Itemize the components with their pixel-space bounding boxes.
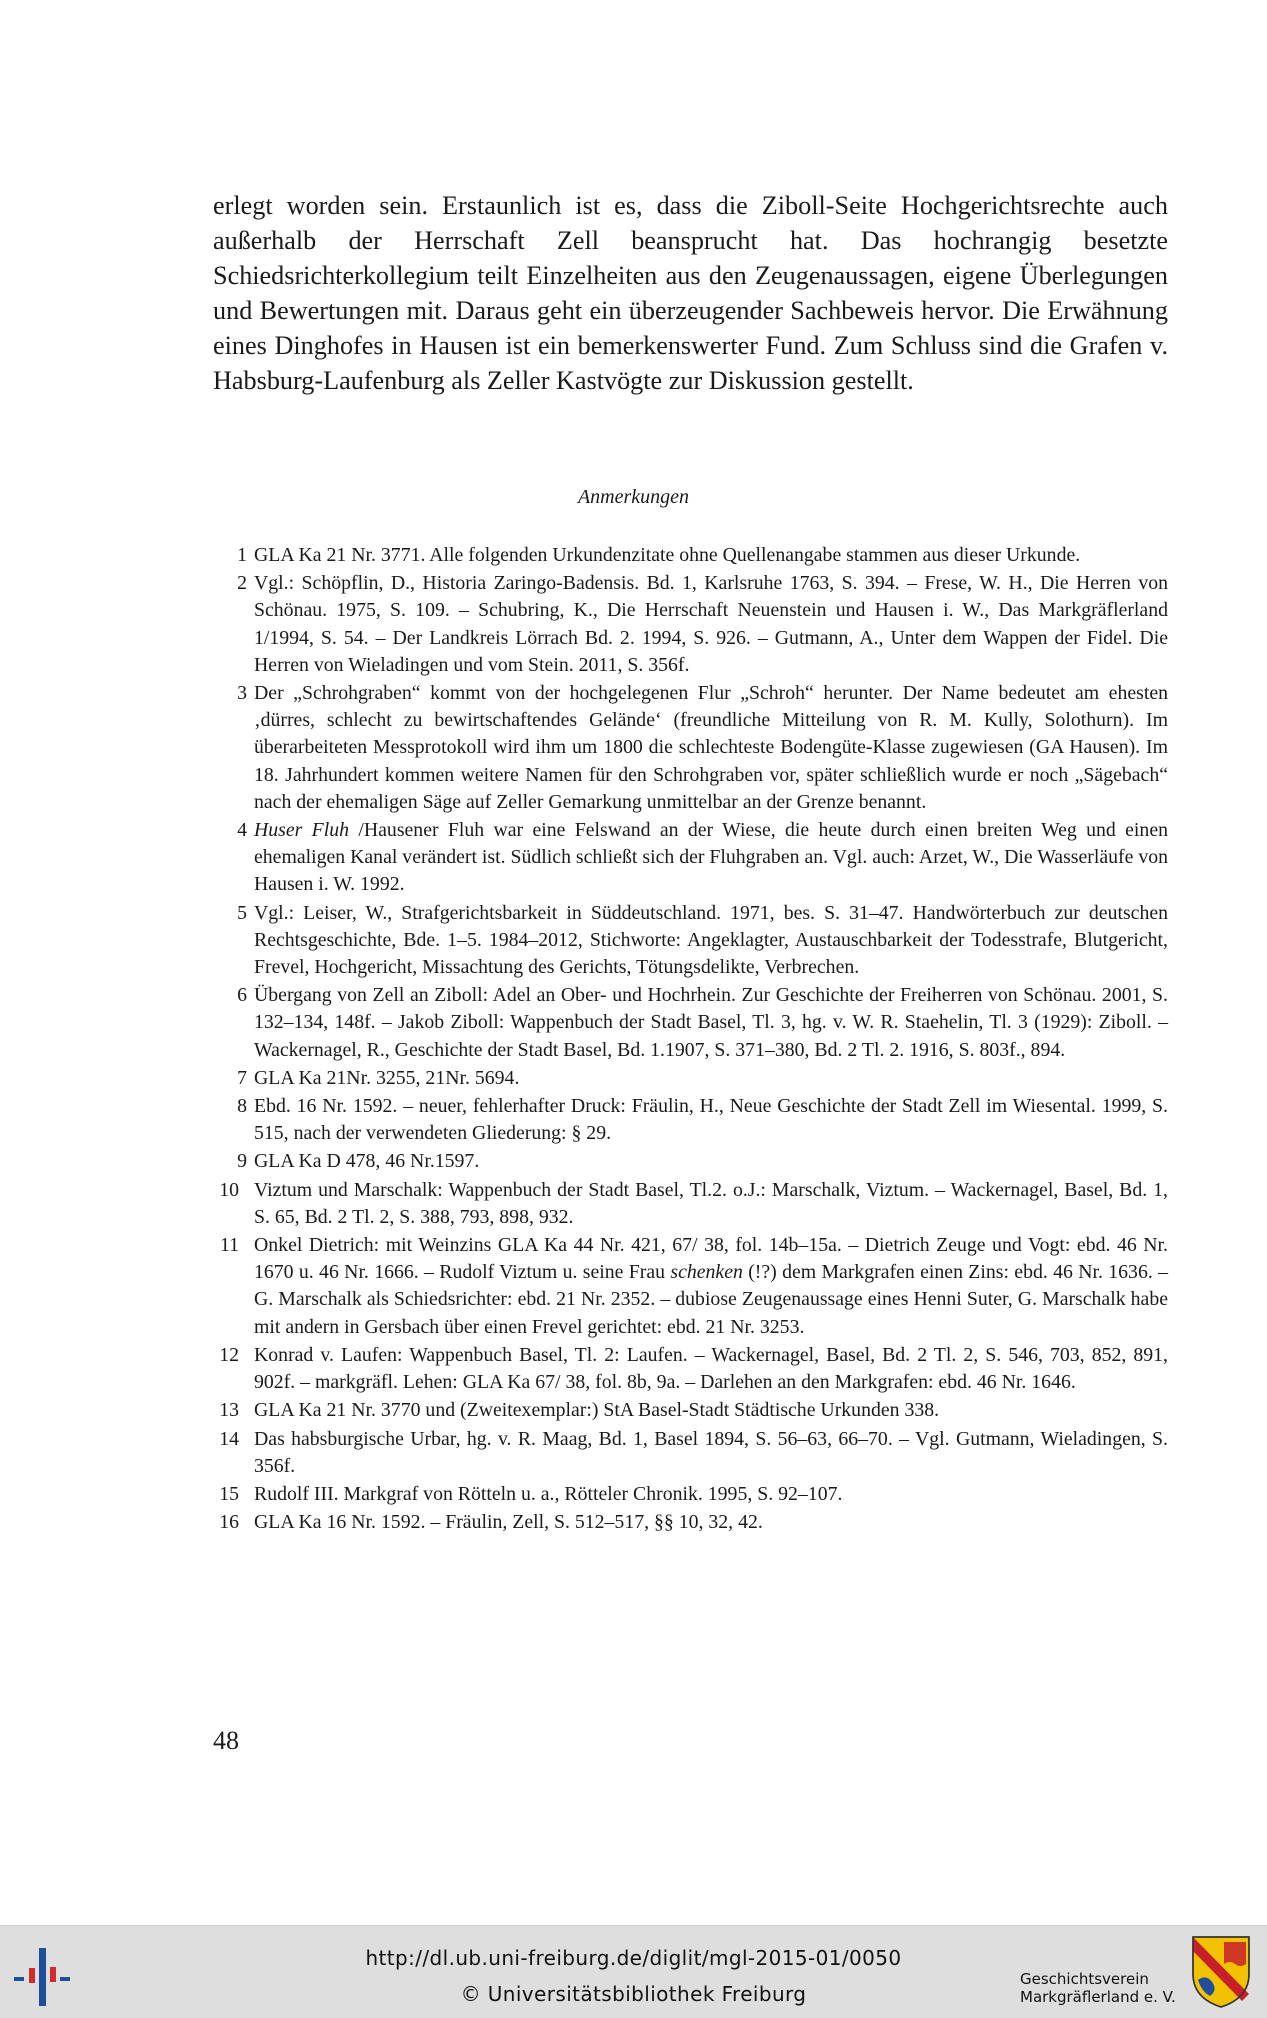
footnote-text: GLA Ka D 478, 46 Nr.1597. [254, 1150, 480, 1173]
footnote-item [213, 817, 1168, 899]
footnote-text: Vgl.: Schöpflin, D., Historia Zaringo-Badensis. Bd. 1, Karlsruhe 1763, S. 394. – Frese, W. H., Die Herren von Schönau. 1975, S. 109. – Schubring, K., Die Herrschaft Neuenstein und Hausen i. W., Das Markgräflerland 1/1994, S. 54. – Der Landkreis Lörrach Bd. 2. 1994, S. 926. – Gutmann, A., Unter dem Wappen der Fidel. Die Herren von Wieladingen und vom Stein. 2011, S. 356f. [254, 572, 1168, 676]
footnote-text: GLA Ka 21 Nr. 3770 und (Zweitexemplar:) StA Basel-Stadt Städtische Urkunden 338. [254, 1399, 940, 1422]
footer-bar [0, 1925, 1267, 2018]
footnote-text: /Hausener Fluh war eine Felswand an der Wiese, die heute durch einen breiten Weg und einen ehemaligen Kanal verändert ist. Südlich schließt sich der Fluhgraben an. Vgl. auch: Arzet, W., Die Wasserläufe von Hausen i. W. 1992. [254, 819, 1168, 896]
digital-library-link[interactable]: http://dl.ub.uni-freiburg.de/diglit/mgl-2015-01/0050 [365, 1946, 902, 1970]
footnote-number: 10 [219, 1178, 239, 1201]
footnote-item [213, 1342, 1168, 1396]
footnote-text: Konrad v. Laufen: Wappenbuch Basel, Tl. 2: Laufen. – Wackernagel, Basel, Bd. 2 Tl. 2, S. 546, 703, 852, 891, 902f. – markgräfl. Lehen: GLA Ka 67/ 38, fol. 8b, 9a. – Darlehen an den Markgrafen: ebd. 46 Nr. 1646. [254, 1343, 1168, 1394]
footnote-number: 4 [237, 819, 247, 842]
footnote-text: Ebd. 16 Nr. 1592. – neuer, fehlerhafter Druck: Fräulin, H., Neue Geschichte der Stadt Zell im Wiesental. 1999, S. 515, nach der verwendeten Gliederung: § 29. [254, 1095, 1168, 1145]
footnote-text: GLA Ka 21 Nr. 3771. Alle folgenden Urkundenzitate ohne Quellenangabe stammen aus dieser Urkunde. [254, 544, 1081, 566]
footnote-text: Der „Schrohgraben“ kommt von der hochgelegenen Flur „Schroh“ herunter. Der Name bedeutet am ehesten ‚dürres, schlecht zu bewirtschaftendes Gelände‘ (freundliche Mitteilung von R. M. Kully, Solothurn). Im überarbeiteten Messprotokoll wird ihm um 1800 die schlechteste Bodengüte-Klasse zugewiesen (GA Hausen). Im 18. Jahrhundert kommen weitere Namen für den Schrohgraben vor, später schließlich wurde er noch „Sägebach“ nach der ehemaligen Säge auf Zeller Gemarkung unmittelbar an der Grenze benannt. [254, 682, 1168, 813]
coat-of-arms-icon [1190, 1934, 1252, 2010]
footnote-number: 14 [219, 1427, 239, 1450]
society-name [1020, 1970, 1176, 2006]
footnote-item [213, 1426, 1168, 1480]
footnote-item [213, 680, 1168, 816]
footnote-italic-term: Huser Fluh [254, 819, 350, 842]
footnote-item [213, 1177, 1168, 1231]
footnote-number: 6 [237, 984, 247, 1007]
footnote-item [213, 1397, 1168, 1424]
footnote-number: 12 [219, 1343, 239, 1366]
page-number: 48 [213, 1726, 239, 1755]
footnote-item [213, 542, 1168, 569]
footnote-text: Viztum und Marschalk: Wappenbuch der Stadt Basel, Tl.2. o.J.: Marschalk, Viztum. – Wackernagel, Basel, Bd. 1, S. 65, Bd. 2 Tl. 2, S. 388, 793, 898, 932. [254, 1178, 1168, 1228]
footnote-number: 11 [219, 1234, 239, 1257]
body-paragraph: erlegt worden sein. Erstaunlich ist es, dass die Ziboll-Seite Hochgerichtsrechte auch außerhalb der Herrschaft Zell beansprucht hat. Das hochrangig besetzte Schiedsrichterkollegium teilt Einzelheiten aus den Zeugenaussagen, eigene Überlegungen und Bewertungen mit. Daraus geht ein überzeugender Sachbeweis hervor. Die Erwähnung eines Dinghofes in Hausen ist ein bemerkenswerter Fund. Zum Schluss sind die Grafen v. Habsburg-Laufenburg als Zeller Kastvögte zur Diskussion gestellt. [213, 191, 1168, 395]
footnote-text: Onkel Dietrich: mit Weinzins GLA Ka 44 Nr. 421, 67/ 38, fol. 14b–15a. – Dietrich Zeuge und Vogt: ebd. 46 Nr. 1670 u. 46 Nr. 1666. – Rudolf Viztum u. seine Frau [254, 1234, 1168, 1284]
footnote-number: 3 [237, 682, 247, 705]
footnote-number: 1 [237, 544, 247, 566]
footnote-item [213, 1481, 1168, 1508]
footnote-text: Das habsburgische Urbar, hg. v. R. Maag, Bd. 1, Basel 1894, S. 56–63, 66–70. – Vgl. Gutmann, Wieladingen, S. 356f. [254, 1427, 1168, 1477]
footnote-number: 7 [237, 1066, 247, 1089]
footnote-text: (!?) dem Markgrafen einen Zins: ebd. 46 Nr. 1636. – G. Marschalk als Schiedsrichter: ebd. 21 Nr. 2352. – dubiose Zeugenaussage eines Henni Suter, G. Marschalk habe mit andern in Gersbach über einen Frevel gerichtet: ebd. 21 Nr. 3253. [254, 1261, 1169, 1338]
footnote-number: 9 [237, 1150, 247, 1173]
footnote-number: 5 [237, 901, 247, 924]
footnote-text: Rudolf III. Markgraf von Rötteln u. a., Rötteler Chronik. 1995, S. 92–107. [254, 1482, 843, 1505]
footnote-item [213, 1065, 1168, 1092]
footnotes-list [213, 542, 1168, 1537]
footnote-text: GLA Ka 21Nr. 3255, 21Nr. 5694. [254, 1066, 520, 1089]
footnote-item [213, 570, 1168, 679]
footnote-italic-term: schenken [670, 1261, 743, 1284]
society-name-line2: Markgräflerland e. V. [1020, 1988, 1176, 2006]
footnote-item [213, 982, 1168, 1064]
footnote-item [213, 1093, 1168, 1147]
footnote-number: 2 [237, 572, 247, 595]
footnote-item [213, 1509, 1168, 1536]
footnote-number: 16 [219, 1511, 239, 1534]
footnote-text: Vgl.: Leiser, W., Strafgerichtsbarkeit in Süddeutschland. 1971, bes. S. 31–47. Handwörterbuch zur deutschen Rechtsgeschichte, Bde. 1–5. 1984–2012, Stichworte: Angeklagter, Austauschbarkeit der Todesstrafe, Blutgericht, Frevel, Hochgericht, Missachtung des Gerichts, Tötungsdelikte, Verbrechen. [254, 901, 1168, 979]
footnote-text: Übergang von Zell an Ziboll: Adel an Ober- und Hochrhein. Zur Geschichte der Freiherren von Schönau. 2001, S. 132–134, 148f. – Jakob Ziboll: Wappenbuch der Stadt Basel, Tl. 3, hg. v. W. R. Staehelin, Tl. 3 (1929): Ziboll. – Wackernagel, R., Geschichte der Stadt Basel, Bd. 1.1907, S. 371–380, Bd. 2 Tl. 2. 1916, S. 803f., 894. [254, 984, 1168, 1061]
copyright-text: © Universitätsbibliothek Freiburg [460, 1982, 807, 2006]
society-name-line1: Geschichtsverein [1020, 1970, 1149, 1988]
notes-heading: Anmerkungen [577, 486, 690, 508]
footnote-item [213, 900, 1168, 982]
footnote-number: 8 [237, 1095, 247, 1118]
footnote-item [213, 1232, 1168, 1341]
footnote-number: 13 [219, 1399, 239, 1422]
footnote-item [213, 1148, 1168, 1175]
footnote-number: 15 [219, 1482, 239, 1505]
footnote-text: GLA Ka 16 Nr. 1592. – Fräulin, Zell, S. 512–517, §§ 10, 32, 42. [254, 1511, 763, 1534]
